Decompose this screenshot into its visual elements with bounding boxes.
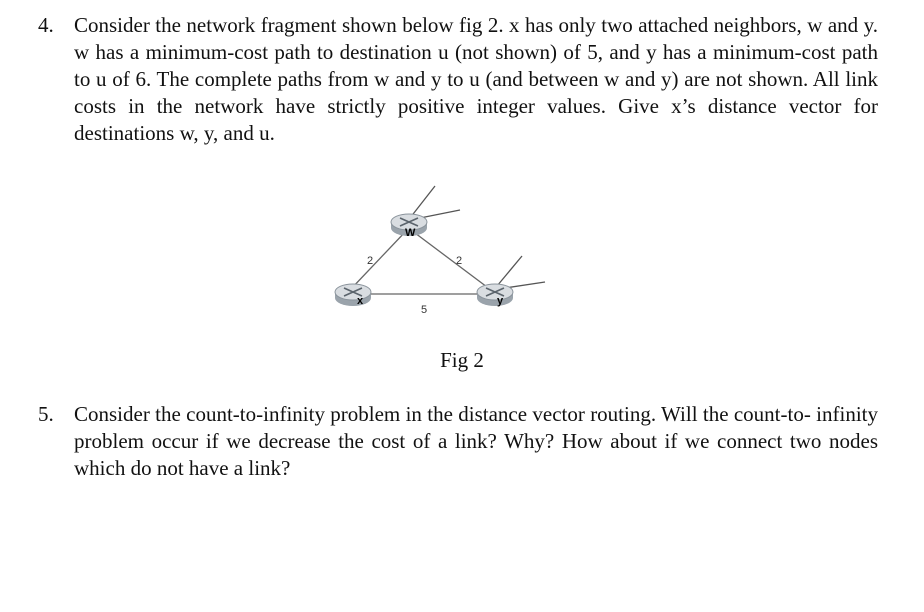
question-4 [38, 12, 878, 147]
link-w-stub-2 [420, 210, 460, 218]
router-y-label: y [497, 295, 504, 307]
router-x [335, 284, 371, 307]
cost-x-y: 5 [421, 304, 428, 316]
cost-w-y: 2 [456, 255, 463, 267]
link-x-w [350, 230, 407, 290]
link-y-stub-2 [505, 282, 545, 288]
router-x-label: x [357, 295, 364, 307]
link-y-stub-1 [497, 256, 522, 286]
network-diagram [300, 170, 620, 330]
link-w-stub-1 [410, 186, 435, 218]
question-5 [38, 401, 878, 482]
question-4-text: Consider the network fragment shown below fig 2. x has only two attached neighbors, w and y. w has a minimum-cost path to destination u (not shown) of 5, and y has a minimum-cost path to u of 6. The complete paths from w and y to u (and between w and y) are not shown. All link costs in the network have strictly positive integer values. Give x’s distance vector for destinations w, y, and u. [74, 13, 878, 145]
figure-caption: Fig 2 [440, 348, 484, 372]
link-w-y [411, 230, 491, 290]
question-5-text: Consider the count-to-infinity problem in the distance vector routing. Will the count-to- infinity problem occur if we decrease the cost of a link? Why? How about if we connect two nodes which do not have a link? [74, 402, 878, 480]
router-y [477, 284, 513, 307]
question-4-number: 4. [38, 13, 54, 37]
cost-x-w: 2 [367, 255, 374, 267]
router-w [391, 214, 427, 239]
question-5-number: 5. [38, 402, 54, 426]
router-w-label: W [405, 227, 416, 239]
